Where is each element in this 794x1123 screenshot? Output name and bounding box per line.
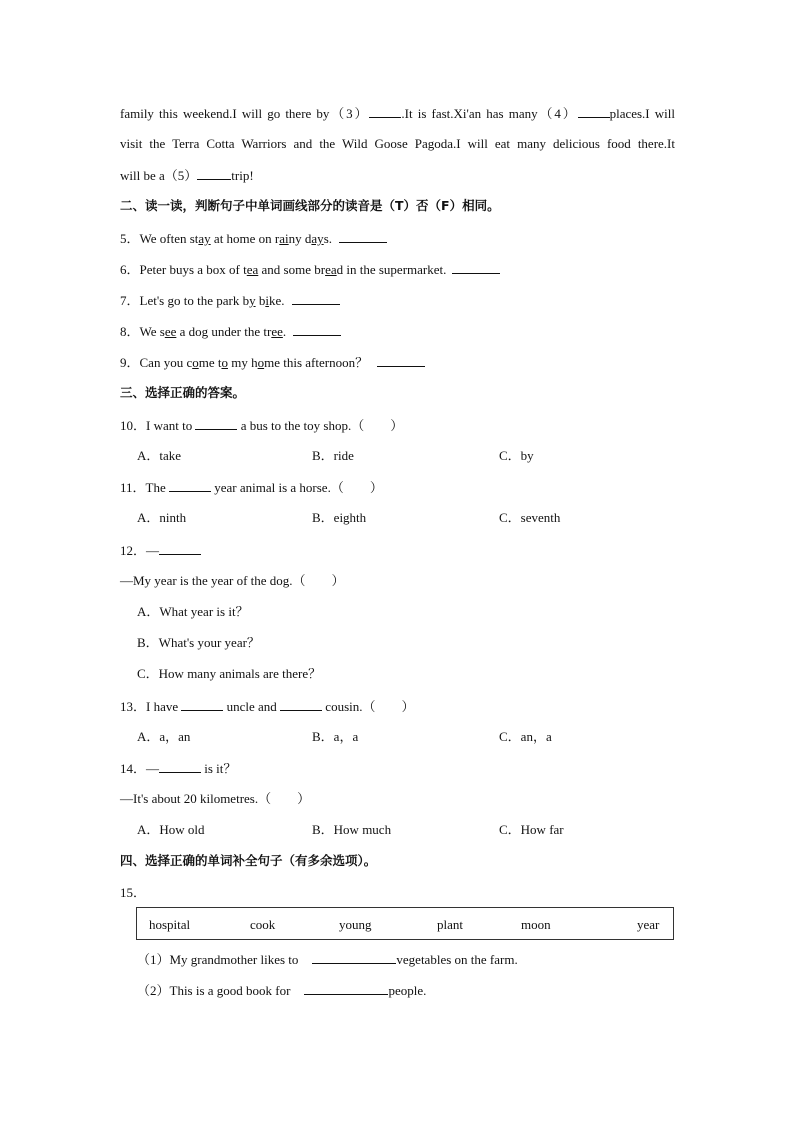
q11-option-a[interactable]: A．ninth — [137, 510, 187, 525]
question-12-line-2: —My year is the year of the dog.（ ） — [120, 573, 345, 588]
answer-blank-8[interactable] — [293, 323, 341, 336]
question-15-1: （1）My grandmother likes to vegetables on the farm. — [137, 952, 518, 967]
q14-option-a[interactable]: A．How old — [137, 822, 205, 837]
question-15-2: （2）This is a good book for people. — [137, 983, 427, 998]
q13-option-a[interactable]: A．a，an — [137, 729, 191, 744]
blank-15-1[interactable] — [312, 951, 396, 964]
q12-option-b[interactable]: B．What's your year？ — [137, 635, 260, 650]
q10-option-a[interactable]: A．take — [137, 448, 182, 463]
word-bank-item: year — [637, 917, 660, 932]
section-3-heading: 三、选择正确的答案。 — [120, 385, 246, 400]
q10-option-b[interactable]: B．ride — [312, 448, 354, 463]
q13-option-c[interactable]: C．an，a — [499, 729, 552, 744]
question-14: 14．— is it？ — [120, 761, 237, 776]
q11-option-c[interactable]: C．seventh — [499, 510, 561, 525]
question-15: 15． — [120, 885, 147, 900]
passage-line-2: visit the Terra Cotta Warriors and the Wild Goose Pagoda.I will eat many delicious food there.It — [120, 136, 675, 151]
answer-blank-9[interactable] — [377, 354, 425, 367]
question-11: 11．The year animal is a horse.（ ） — [120, 480, 383, 495]
word-bank-item: cook — [250, 917, 276, 932]
section-2-heading: 二、读一读，判断句子中单词画线部分的读音是（T）否（F）相同。 — [120, 198, 500, 213]
question-14-line-2: —It's about 20 kilometres.（ ） — [120, 791, 311, 806]
blank-10[interactable] — [195, 417, 237, 430]
question-13: 13．I have uncle and cousin.（ ） — [120, 699, 415, 714]
blank-15-2[interactable] — [304, 982, 388, 995]
blank-3[interactable] — [369, 105, 401, 118]
question-9: 9．Can you come to my home this afternoon？ — [120, 354, 425, 371]
blank-5[interactable] — [197, 167, 231, 180]
answer-blank-6[interactable] — [452, 261, 500, 274]
q14-option-b[interactable]: B．How much — [312, 822, 392, 837]
section-4-heading: 四、选择正确的单词补全句子（有多余选项）。 — [120, 853, 377, 868]
q13-option-b[interactable]: B．a，a — [312, 729, 359, 744]
question-5: 5．We often stay at home on rainy days. — [120, 230, 387, 247]
question-8: 8．We see a dog under the tree. — [120, 323, 341, 340]
blank-13a[interactable] — [181, 698, 223, 711]
word-bank-item: plant — [437, 917, 463, 932]
question-10: 10．I want to a bus to the toy shop.（ ） — [120, 418, 404, 433]
q10-option-c[interactable]: C．by — [499, 448, 534, 463]
question-7: 7．Let's go to the park by bike. — [120, 292, 340, 309]
blank-11[interactable] — [169, 479, 211, 492]
blank-14[interactable] — [159, 760, 201, 773]
passage-line-3: will be a（5） trip! — [120, 168, 254, 183]
answer-blank-7[interactable] — [292, 292, 340, 305]
q14-option-c[interactable]: C．How far — [499, 822, 564, 837]
word-bank-item: moon — [521, 917, 551, 932]
q12-option-a[interactable]: A．What year is it？ — [137, 604, 249, 619]
q11-option-b[interactable]: B．eighth — [312, 510, 367, 525]
question-6: 6．Peter buys a box of tea and some bread in the supermarket. — [120, 261, 500, 278]
q12-option-c[interactable]: C．How many animals are there？ — [137, 666, 322, 681]
answer-blank-5[interactable] — [339, 230, 387, 243]
word-bank-item: hospital — [149, 917, 191, 932]
blank-12[interactable] — [159, 542, 201, 555]
blank-4[interactable] — [578, 105, 610, 118]
question-12: 12．— — [120, 542, 201, 559]
blank-13b[interactable] — [280, 698, 322, 711]
passage-line-1: family this weekend.I will go there by（3） .It is fast.Xi'an has many（4） places.I will — [120, 106, 675, 121]
word-bank — [136, 907, 674, 940]
word-bank-item: young — [339, 917, 372, 932]
